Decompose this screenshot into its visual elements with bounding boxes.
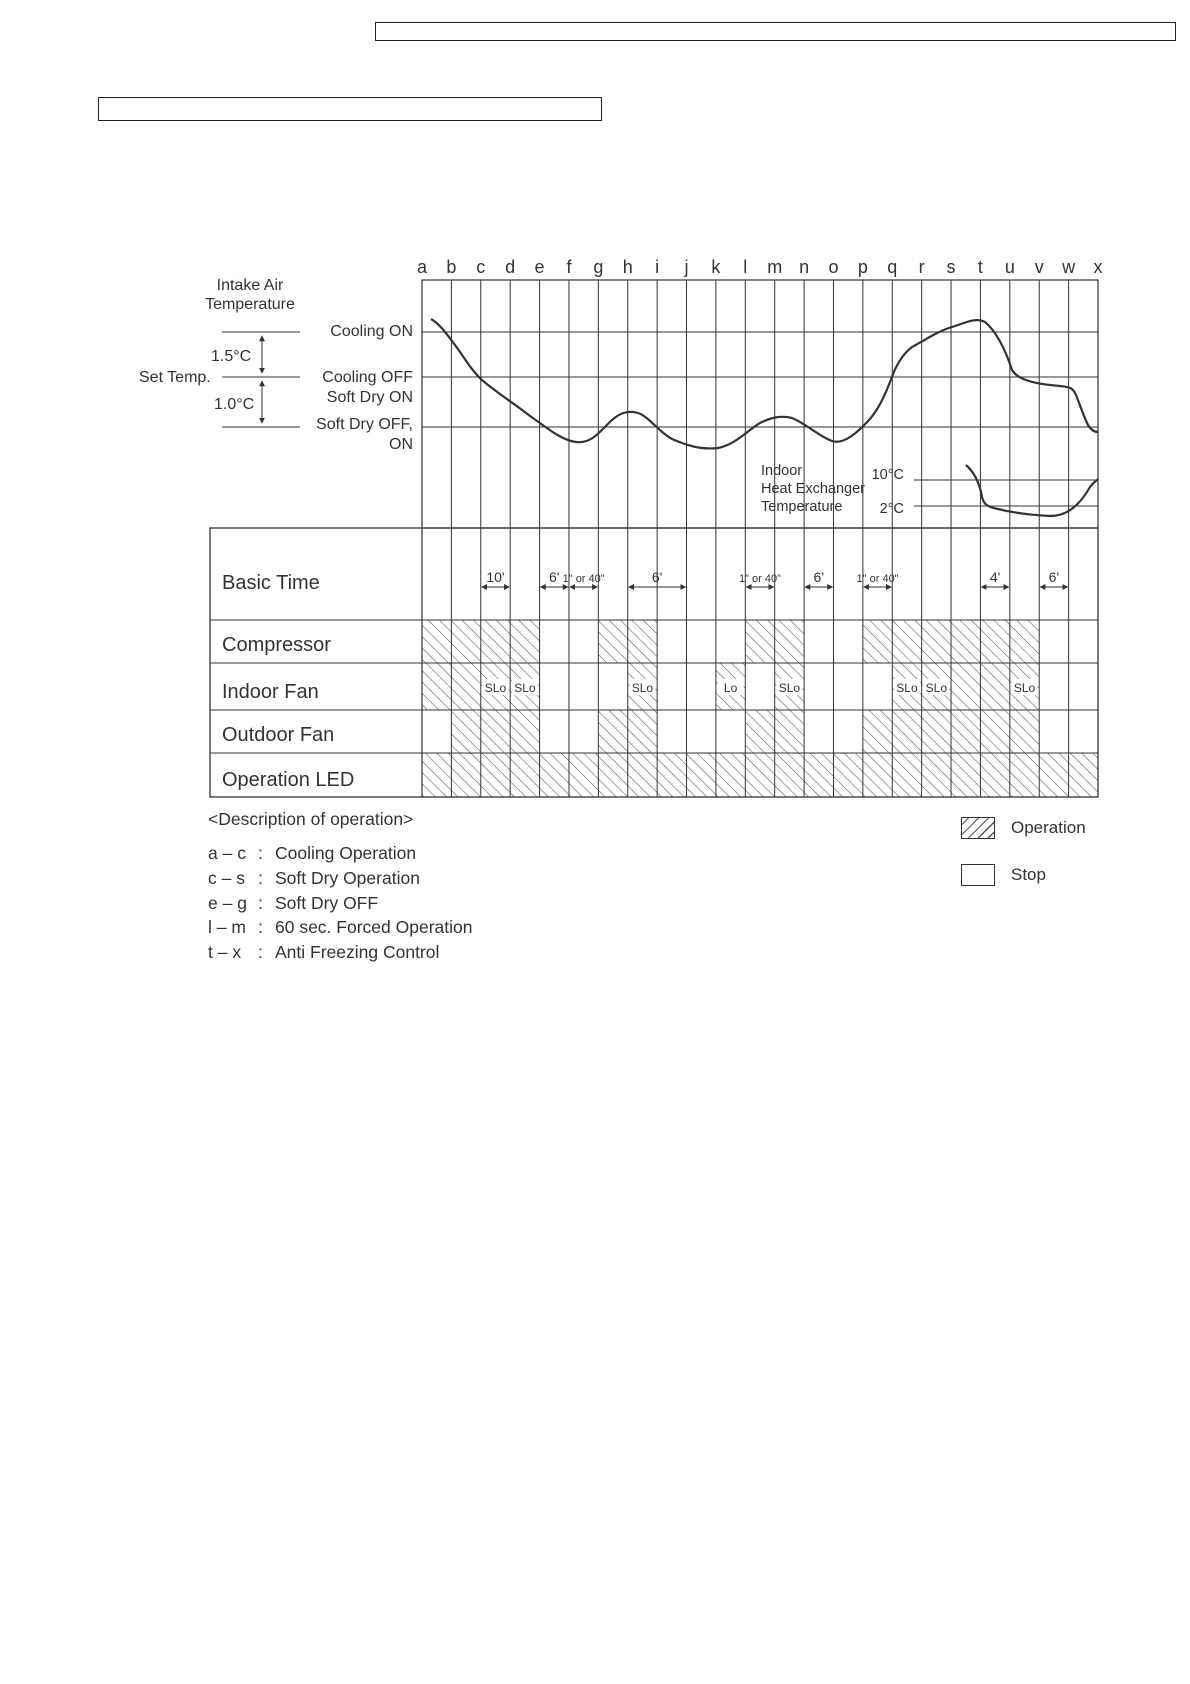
column-letter-e: e — [534, 257, 545, 277]
description-item — [208, 842, 472, 867]
legend-operation-label: Operation — [1011, 818, 1086, 837]
description-item — [208, 867, 472, 892]
description-list — [208, 842, 472, 966]
operation-led-cell — [451, 753, 480, 797]
outdoor-fan-cell — [481, 710, 510, 753]
operation-led-cell — [1039, 753, 1068, 797]
outdoor-fan-cell — [628, 710, 657, 753]
description-colon: : — [258, 942, 263, 963]
delta-lower-label: 1.0°C — [214, 396, 255, 413]
operation-led-cell — [775, 753, 804, 797]
hx-level-high-label: 10°C — [871, 467, 904, 483]
column-letter-o: o — [828, 257, 839, 277]
operation-led-cell — [980, 753, 1009, 797]
soft-dry-off-label: ON — [389, 436, 413, 453]
description-range: l – m — [208, 917, 246, 938]
row-fills — [422, 620, 1098, 797]
description-title: <Description of operation> — [208, 809, 414, 829]
operation-led-cell — [716, 753, 745, 797]
column-letters — [417, 257, 1103, 277]
description-range: a – c — [208, 843, 246, 863]
compressor-cell — [892, 620, 921, 663]
basic-time-label: 1" or 40" — [562, 573, 605, 585]
outdoor-fan-cell — [892, 710, 921, 753]
row-label-outdoor-fan: Outdoor Fan — [222, 724, 335, 746]
compressor-cell — [598, 620, 627, 663]
indoor-fan-speed-label: SLo — [925, 681, 948, 695]
compressor-cell — [1010, 620, 1039, 663]
basic-time-label: 6' — [651, 569, 663, 585]
description-item — [208, 892, 472, 917]
compressor-cell — [951, 620, 980, 663]
column-letter-g: g — [593, 257, 604, 277]
delta-upper-label: 1.5°C — [211, 348, 252, 365]
operation-led-cell — [481, 753, 510, 797]
outdoor-fan-cell — [598, 710, 627, 753]
operation-led-cell — [1010, 753, 1039, 797]
indoor-fan-cell — [951, 663, 980, 710]
column-letter-j: j — [684, 257, 689, 277]
legend-operation-swatch — [961, 817, 995, 839]
description-text: 60 sec. Forced Operation — [275, 917, 473, 938]
operation-led-cell — [863, 753, 892, 797]
row-label-compressor: Compressor — [222, 634, 331, 656]
basic-time-label: 6' — [813, 569, 825, 585]
compressor-cell — [922, 620, 951, 663]
soft-dry-off-label: Soft Dry OFF, — [316, 416, 413, 433]
row-label-operation-led: Operation LED — [222, 769, 355, 791]
basic-time-label: 10' — [486, 569, 505, 585]
description-colon: : — [258, 892, 263, 913]
description-colon: : — [258, 843, 263, 863]
compressor-cell — [775, 620, 804, 663]
column-letter-b: b — [446, 257, 457, 277]
column-letter-t: t — [977, 257, 983, 277]
temperature-plot-frame — [422, 280, 1098, 528]
column-letter-l: l — [743, 257, 748, 277]
soft-dry-on-label: Soft Dry ON — [326, 389, 413, 406]
row-label-indoor-fan: Indoor Fan — [222, 681, 319, 703]
operation-led-cell — [598, 753, 627, 797]
description-range: t – x — [208, 942, 242, 963]
column-letter-v: v — [1034, 257, 1044, 277]
heat-exchanger-label: Indoor — [761, 463, 803, 479]
outdoor-fan-cell — [951, 710, 980, 753]
indoor-fan-speed-label: SLo — [896, 681, 918, 695]
outdoor-fan-cell — [745, 710, 774, 753]
compressor-cell — [422, 620, 451, 663]
description-item — [208, 916, 472, 941]
column-letter-n: n — [799, 257, 810, 277]
description-range: e – g — [208, 892, 247, 913]
outdoor-fan-cell — [863, 710, 892, 753]
operation-led-cell — [687, 753, 716, 797]
indoor-fan-speed-label: SLo — [778, 681, 801, 695]
compressor-cell — [863, 620, 892, 663]
outdoor-fan-cell — [922, 710, 951, 753]
compressor-cell — [745, 620, 774, 663]
description-item — [208, 941, 472, 966]
basic-time-label: 1" or 40" — [856, 573, 899, 585]
outdoor-fan-cell — [451, 710, 480, 753]
operation-led-cell — [657, 753, 686, 797]
column-letter-d: d — [505, 257, 516, 277]
column-letter-p: p — [857, 257, 868, 277]
outdoor-fan-cell — [775, 710, 804, 753]
column-letter-c: c — [476, 257, 486, 277]
legend-stop-swatch — [961, 864, 995, 886]
description-text: Cooling Operation — [275, 843, 417, 863]
outdoor-fan-cell — [510, 710, 539, 753]
row-label-basic-time: Basic Time — [222, 572, 320, 594]
column-letter-h: h — [622, 257, 633, 277]
hx-level-low-label: 2°C — [879, 501, 904, 517]
indoor-fan-speed-label: Lo — [723, 681, 738, 695]
indoor-fan-cell — [451, 663, 480, 710]
indoor-fan-speed-label: SLo — [514, 681, 536, 695]
set-temp-label: Set Temp. — [139, 369, 211, 386]
column-letter-r: r — [918, 257, 925, 277]
operation-led-cell — [833, 753, 862, 797]
column-letter-w: w — [1062, 257, 1076, 277]
operation-led-cell — [1069, 753, 1098, 797]
operation-led-cell — [422, 753, 451, 797]
indoor-fan-cell — [980, 663, 1009, 710]
compressor-cell — [481, 620, 510, 663]
basic-time-label: 6' — [1048, 569, 1060, 585]
operation-led-cell — [892, 753, 921, 797]
outdoor-fan-cell — [1010, 710, 1039, 753]
column-letter-s: s — [946, 257, 956, 277]
column-letter-i: i — [655, 257, 660, 277]
heat-exchanger-label: Temperature — [761, 499, 843, 515]
legend-operation — [961, 817, 1121, 843]
legend-stop — [961, 864, 1121, 890]
description-colon: : — [258, 867, 263, 888]
cooling-on-label: Cooling ON — [330, 323, 413, 340]
column-letter-q: q — [887, 257, 898, 277]
basic-time-label: 6' — [549, 569, 560, 585]
intake-air-title: Temperature — [205, 296, 295, 313]
column-letter-k: k — [711, 257, 721, 277]
outdoor-fan-cell — [980, 710, 1009, 753]
column-letter-u: u — [1004, 257, 1015, 277]
description-range: c – s — [208, 867, 245, 888]
indoor-fan-cell — [422, 663, 451, 710]
operation-led-cell — [951, 753, 980, 797]
column-letter-m: m — [767, 257, 783, 277]
operation-led-cell — [804, 753, 833, 797]
operation-led-cell — [569, 753, 598, 797]
intake-air-temperature-curve — [431, 319, 1098, 448]
operation-led-cell — [540, 753, 569, 797]
description-text: Anti Freezing Control — [275, 942, 440, 963]
cooling-off-label: Cooling OFF — [322, 369, 413, 386]
column-letter-x: x — [1093, 257, 1103, 277]
indoor-fan-speed-label: SLo — [631, 681, 654, 695]
description-text: Soft Dry Operation — [275, 867, 420, 888]
heat-exchanger-label: Heat Exchanger — [761, 481, 865, 497]
compressor-cell — [628, 620, 657, 663]
intake-air-title: Intake Air — [216, 277, 284, 294]
heat-exchanger-temperature-curve — [966, 465, 1098, 516]
operation-led-cell — [510, 753, 539, 797]
operation-led-cell — [922, 753, 951, 797]
indoor-fan-speed-label: SLo — [1013, 681, 1036, 695]
column-letter-f: f — [566, 257, 572, 277]
basic-time-label: 4' — [989, 569, 1001, 585]
legend-stop-label: Stop — [1011, 865, 1046, 884]
indoor-fan-speed-label: SLo — [484, 681, 507, 695]
basic-time-label: 1" or 40" — [738, 573, 782, 585]
compressor-cell — [451, 620, 480, 663]
compressor-cell — [980, 620, 1009, 663]
operation-led-cell — [628, 753, 657, 797]
description-text: Soft Dry OFF — [275, 892, 379, 913]
compressor-cell — [510, 620, 539, 663]
operation-led-cell — [745, 753, 774, 797]
column-letter-a: a — [416, 257, 428, 277]
description-colon: : — [258, 917, 263, 938]
